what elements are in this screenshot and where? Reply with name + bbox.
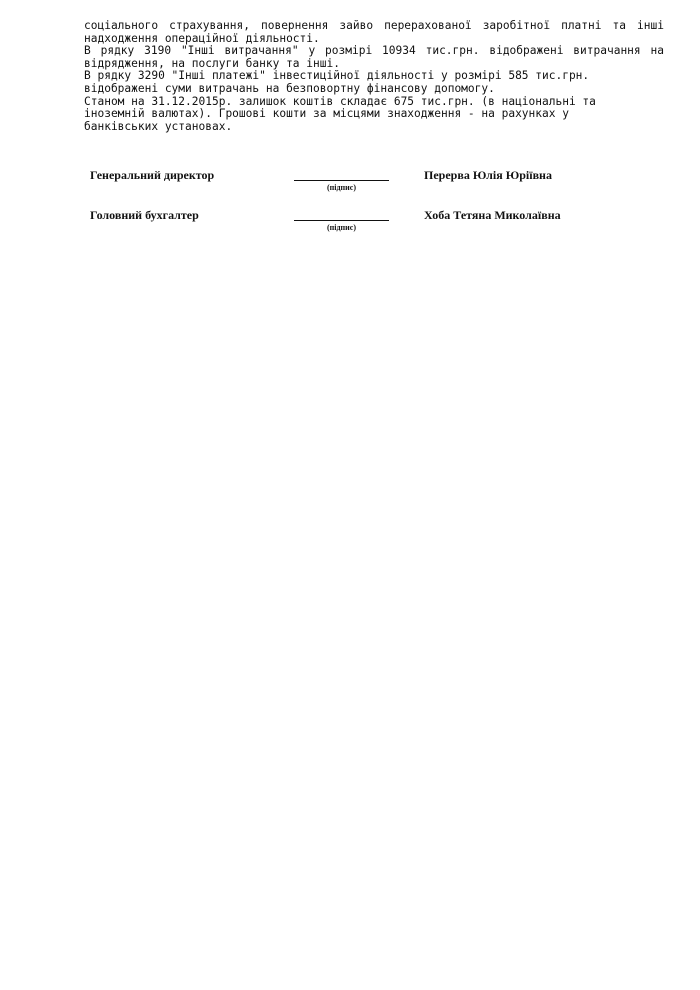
- text-line: банківських установах.: [84, 119, 233, 133]
- signatory-name: Перерва Юлія Юріївна: [424, 168, 552, 182]
- signature-line: [294, 180, 389, 181]
- cash-flow-notes: [84, 20, 664, 133]
- text-line: соціального страхування, повернення зайво перерахованої заробітної платні та інші: [84, 19, 664, 32]
- signatory-name: Хоба Тетяна Миколаївна: [424, 208, 561, 222]
- text-line: відображені суми витрачань на безповортну фінансову допомогу.: [84, 81, 495, 95]
- signature-row-director: [0, 168, 700, 198]
- signatory-position: Генеральний директор: [90, 168, 215, 182]
- signature-row-accountant: [0, 208, 700, 238]
- text-line: надходження операційної діяльності.: [84, 31, 320, 45]
- signature-caption: (підпис): [327, 183, 356, 192]
- text-line: відрядження, на послуги банку та інші.: [84, 56, 340, 70]
- text-line: В рядку 3290 "Інші платежі" інвестиційної діяльності у розмірі 585 тис.грн.: [84, 69, 590, 83]
- text-line: В рядку 3190 "Інші витрачання" у розмірі 10934 тис.грн. відображені витрачання на: [84, 44, 664, 58]
- text-line: Станом на 31.12.2015р. залишок коштів складає 675 тис.грн. (в національні та: [84, 94, 596, 108]
- signature-caption: (підпис): [327, 223, 356, 232]
- signatory-position: Головний бухгалтер: [90, 208, 199, 222]
- text-line: іноземній валютах). Грошові кошти за місцями знаходження - на рахунках у: [84, 107, 569, 121]
- signature-line: [294, 220, 389, 221]
